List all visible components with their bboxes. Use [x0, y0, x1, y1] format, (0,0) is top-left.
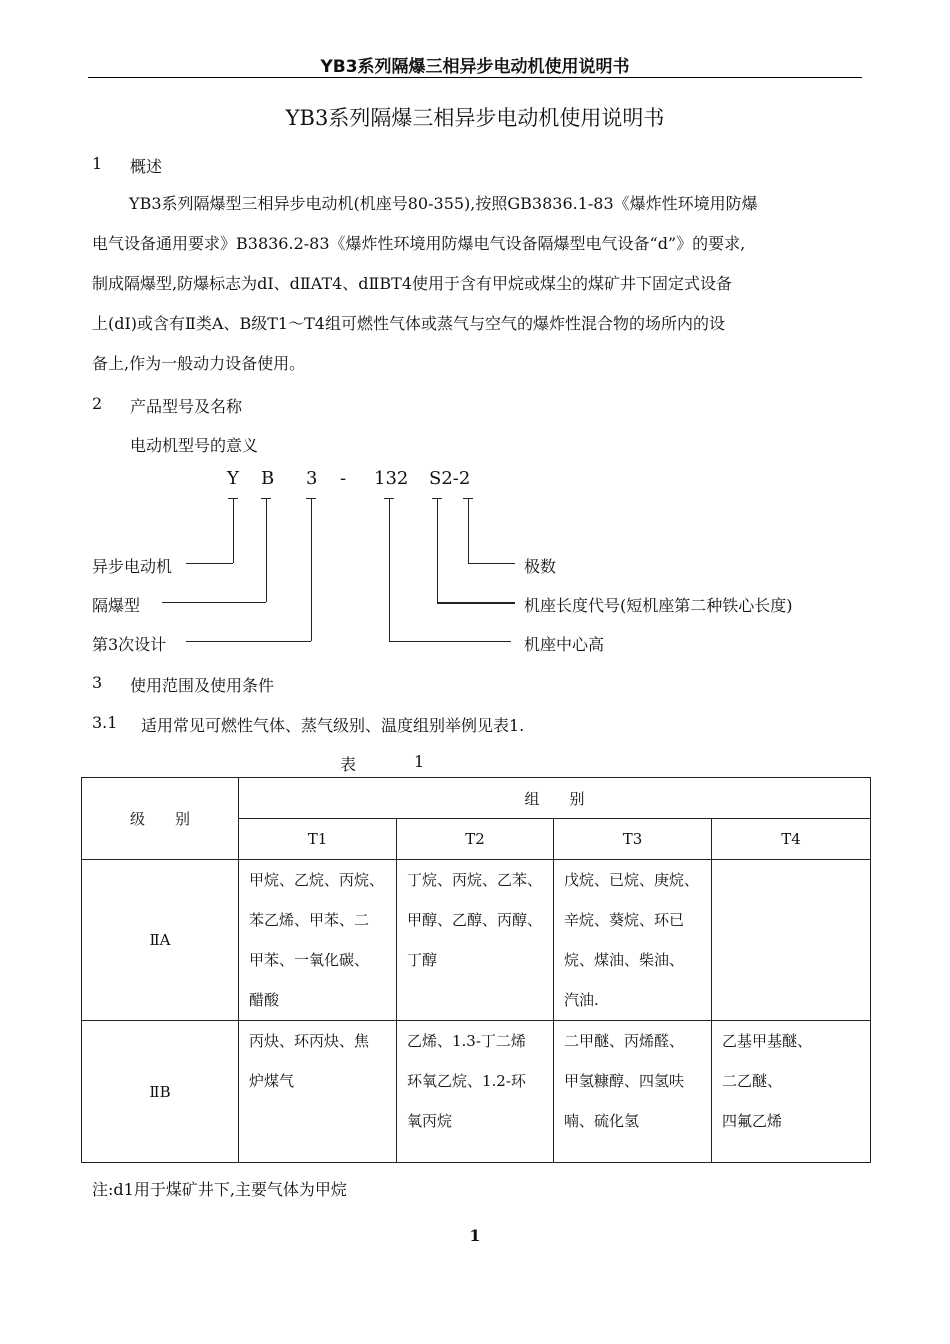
- gas-classification-table: [81, 777, 871, 1163]
- leader-b-horizontal: [162, 602, 266, 603]
- code-letter-y: Y: [227, 468, 239, 489]
- cell-line: 辛烷、葵烷、环已: [564, 911, 685, 929]
- cell-line: 汽油.: [564, 991, 599, 1009]
- label-async-motor: 异步电动机: [92, 557, 173, 576]
- cell-line: 喃、硫化氢: [564, 1112, 640, 1130]
- page-number: 1: [469, 1226, 481, 1245]
- grade-cell: ⅡB: [82, 1021, 239, 1163]
- leader-poles-vertical: [468, 498, 469, 563]
- leader-frame-horizontal: [389, 641, 511, 642]
- document-title: YB3系列隔爆三相异步电动机使用说明书: [285, 106, 665, 130]
- table-cell: [554, 860, 712, 1021]
- table-cell: [239, 860, 397, 1021]
- column-header-t3: T3: [554, 819, 712, 860]
- running-header: YB3系列隔爆三相异步电动机使用说明书: [320, 57, 630, 77]
- leader-3-vertical: [311, 498, 312, 641]
- leader-length-vertical: [437, 498, 438, 602]
- table-caption-word: 表: [340, 755, 357, 774]
- model-meaning-subtitle: 电动机型号的意义: [130, 436, 259, 455]
- section-1-title: 概述: [130, 157, 163, 176]
- label-poles: 极数: [524, 557, 557, 576]
- cell-line: 氧丙烷: [407, 1112, 453, 1130]
- cell-line: 丙炔、环丙炔、焦: [249, 1032, 370, 1050]
- section-3-title: 使用范围及使用条件: [130, 676, 275, 695]
- table-cell: [239, 1021, 397, 1163]
- label-third-design: 第3次设计: [92, 635, 167, 654]
- cell-line: 乙基甲基醚、: [722, 1032, 813, 1050]
- table-cell: [554, 1021, 712, 1163]
- section-3-1-number: 3.1: [92, 713, 118, 732]
- paragraph-line: 制成隔爆型,防爆标志为dⅠ、dⅡAT4、dⅡBT4使用于含有甲烷或煤尘的煤矿井下固定式设备: [92, 274, 733, 293]
- cell-line: 四氟乙烯: [722, 1112, 783, 1130]
- cell-line: 乙烯、1.3-丁二烯: [407, 1032, 526, 1050]
- cell-line: 丁醇: [407, 951, 438, 969]
- column-header-t1: T1: [239, 819, 397, 860]
- leader-frame-vertical: [389, 498, 390, 641]
- code-suffix: S2-2: [429, 468, 471, 489]
- paragraph-line: 电气设备通用要求》B3836.2-83《爆炸性环境用防爆电气设备隔爆型电气设备“d”》的要求,: [92, 234, 746, 253]
- section-3-number: 3: [92, 673, 103, 692]
- cell-line: 烷、煤油、柴油、: [564, 951, 685, 969]
- section-1-number: 1: [92, 154, 103, 173]
- paragraph-line: 备上,作为一般动力设备使用。: [92, 354, 306, 373]
- section-2-title: 产品型号及名称: [130, 397, 243, 416]
- leader-3-horizontal: [186, 641, 311, 642]
- cell-line: 炉煤气: [249, 1072, 295, 1090]
- leader-y-vertical: [233, 498, 234, 563]
- cell-line: 甲醇、乙醇、丙醇、: [407, 911, 543, 929]
- table-cell: [397, 1021, 554, 1163]
- paragraph-line: 上(dⅠ)或含有Ⅱ类A、B级T1～T4组可燃性气体或蒸气与空气的爆炸性混合物的场所内的设: [92, 314, 725, 333]
- section-2-number: 2: [92, 394, 103, 413]
- table-cell: [397, 860, 554, 1021]
- leader-y-horizontal: [186, 563, 233, 564]
- cell-line: 甲苯、一氧化碳、: [249, 951, 370, 969]
- section-1-paragraph: [92, 184, 862, 384]
- group-header: 组 别: [239, 778, 871, 819]
- paragraph-line: YB3系列隔爆型三相异步电动机(机座号80-355),按照GB3836.1-83《爆炸性环境用防爆: [129, 194, 758, 213]
- leader-b-vertical: [266, 498, 267, 602]
- cell-line: 丁烷、丙烷、乙苯、: [407, 871, 543, 889]
- cell-line: 甲烷、乙烷、丙烷、: [249, 871, 385, 889]
- section-3-1-text: 适用常见可燃性气体、蒸气级别、温度组别举例见表1.: [141, 716, 525, 735]
- leader-poles-horizontal: [468, 563, 515, 564]
- table-row: [82, 860, 871, 1021]
- cell-line: 甲氢糠醇、四氢呋: [564, 1072, 685, 1090]
- grade-header: 级 别: [82, 778, 239, 860]
- code-frame-number: 132: [374, 468, 409, 489]
- cell-line: 醋酸: [249, 991, 280, 1009]
- cell-line: 苯乙烯、甲苯、二: [249, 911, 370, 929]
- table-row: [82, 1021, 871, 1163]
- leader-length-horizontal: [437, 602, 515, 604]
- label-center-height: 机座中心高: [524, 635, 605, 654]
- header-divider: [88, 77, 862, 78]
- cell-line: 环氧乙烷、1.2-环: [407, 1072, 526, 1090]
- grade-cell: ⅡA: [82, 860, 239, 1021]
- column-header-t4: T4: [712, 819, 871, 860]
- cell-line: 戊烷、已烷、庚烷、: [564, 871, 700, 889]
- code-digit-3: 3: [306, 468, 318, 489]
- code-dash: -: [340, 468, 347, 489]
- code-letter-b: B: [261, 468, 275, 489]
- cell-line: 二甲醚、丙烯醛、: [564, 1032, 685, 1050]
- table-caption-number: 1: [414, 752, 425, 771]
- label-frame-length: 机座长度代号(短机座第二种铁心长度): [524, 596, 793, 615]
- table-cell: [712, 1021, 871, 1163]
- column-header-t2: T2: [397, 819, 554, 860]
- table-cell: [712, 860, 871, 1021]
- label-explosion-proof: 隔爆型: [92, 596, 141, 615]
- table-note: 注:d1用于煤矿井下,主要气体为甲烷: [92, 1180, 347, 1199]
- cell-line: 二乙醚、: [722, 1072, 783, 1090]
